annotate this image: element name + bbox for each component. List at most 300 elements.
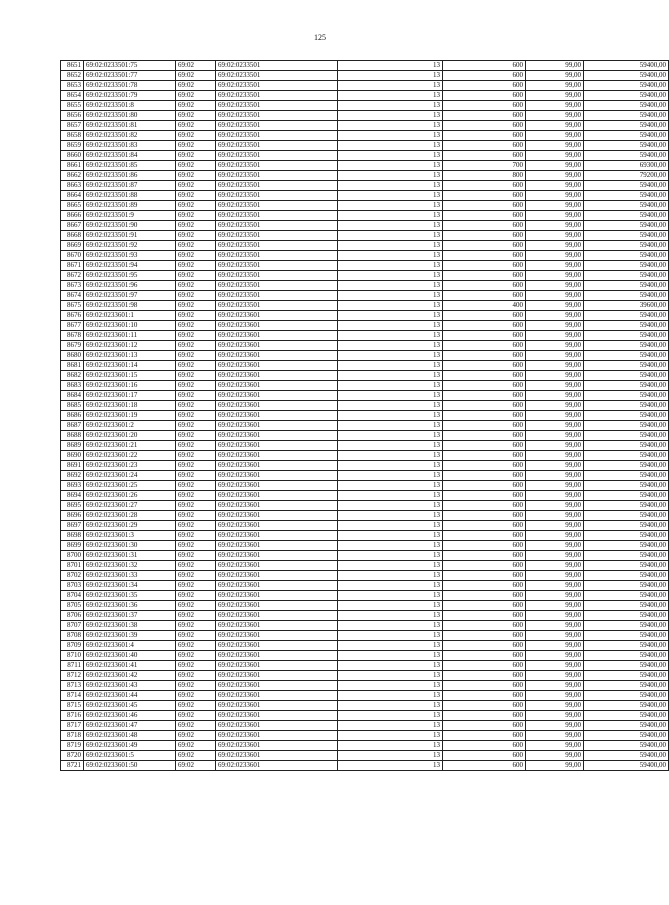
area-cell: 600: [443, 411, 526, 421]
row-number-cell: 8658: [61, 131, 84, 141]
row-number-cell: 8652: [61, 71, 84, 81]
area-cell: 600: [443, 571, 526, 581]
table-row: [61, 721, 669, 731]
table-row: [61, 751, 669, 761]
cadastral-value-cell: 59400,00: [584, 371, 669, 381]
area-cell: 600: [443, 751, 526, 761]
area-cell: 600: [443, 351, 526, 361]
cadastral-value-cell: 59400,00: [584, 411, 669, 421]
row-number-cell: 8674: [61, 291, 84, 301]
cadastral-block-cell: 69:02:0233501: [216, 271, 338, 281]
row-number-cell: 8664: [61, 191, 84, 201]
row-number-cell: 8690: [61, 451, 84, 461]
category-code-cell: 13: [338, 681, 443, 691]
cadastral-number-cell: 69:02:0233601:32: [84, 561, 176, 571]
category-code-cell: 13: [338, 541, 443, 551]
cadastral-value-cell: 59400,00: [584, 591, 669, 601]
unit-price-cell: 99,00: [526, 161, 584, 171]
cadastral-number-cell: 69:02:0233601:35: [84, 591, 176, 601]
cadastral-number-cell: 69:02:0233601:31: [84, 551, 176, 561]
category-code-cell: 13: [338, 561, 443, 571]
row-number-cell: 8715: [61, 701, 84, 711]
cadastral-value-cell: 59400,00: [584, 441, 669, 451]
unit-price-cell: 99,00: [526, 591, 584, 601]
cadastral-value-cell: 59400,00: [584, 631, 669, 641]
cadastral-value-cell: 59400,00: [584, 131, 669, 141]
unit-price-cell: 99,00: [526, 391, 584, 401]
unit-price-cell: 99,00: [526, 61, 584, 71]
district-code-cell: 69:02: [176, 711, 216, 721]
cadastral-value-cell: 59400,00: [584, 481, 669, 491]
table-row: [61, 731, 669, 741]
table-row: [61, 671, 669, 681]
district-code-cell: 69:02: [176, 511, 216, 521]
row-number-cell: 8686: [61, 411, 84, 421]
unit-price-cell: 99,00: [526, 91, 584, 101]
table-row: [61, 571, 669, 581]
cadastral-number-cell: 69:02:0233601:45: [84, 701, 176, 711]
table-row: [61, 481, 669, 491]
table-row: [61, 281, 669, 291]
cadastral-value-cell: 59400,00: [584, 311, 669, 321]
category-code-cell: 13: [338, 361, 443, 371]
cadastral-block-cell: 69:02:0233601: [216, 391, 338, 401]
cadastral-value-cell: 59400,00: [584, 181, 669, 191]
table-row: [61, 191, 669, 201]
unit-price-cell: 99,00: [526, 641, 584, 651]
cadastral-number-cell: 69:02:0233601:12: [84, 341, 176, 351]
district-code-cell: 69:02: [176, 641, 216, 651]
category-code-cell: 13: [338, 121, 443, 131]
cadastral-number-cell: 69:02:0233601:14: [84, 361, 176, 371]
unit-price-cell: 99,00: [526, 141, 584, 151]
cadastral-value-cell: 59400,00: [584, 111, 669, 121]
row-number-cell: 8688: [61, 431, 84, 441]
cadastral-block-cell: 69:02:0233501: [216, 151, 338, 161]
cadastral-block-cell: 69:02:0233601: [216, 321, 338, 331]
cadastral-number-cell: 69:02:0233501:88: [84, 191, 176, 201]
cadastral-value-cell: 59400,00: [584, 71, 669, 81]
row-number-cell: 8709: [61, 641, 84, 651]
row-number-cell: 8697: [61, 521, 84, 531]
cadastral-number-cell: 69:02:0233601:5: [84, 751, 176, 761]
cadastral-value-cell: 59400,00: [584, 291, 669, 301]
table-row: [61, 391, 669, 401]
cadastral-value-cell: 59400,00: [584, 231, 669, 241]
cadastral-value-cell: 59400,00: [584, 711, 669, 721]
area-cell: 600: [443, 591, 526, 601]
table-row: [61, 711, 669, 721]
row-number-cell: 8684: [61, 391, 84, 401]
area-cell: 600: [443, 111, 526, 121]
category-code-cell: 13: [338, 651, 443, 661]
cadastral-value-cell: 59400,00: [584, 61, 669, 71]
cadastral-number-cell: 69:02:0233601:10: [84, 321, 176, 331]
cadastral-number-cell: 69:02:0233501:87: [84, 181, 176, 191]
row-number-cell: 8711: [61, 661, 84, 671]
table-row: [61, 341, 669, 351]
cadastral-value-cell: 59400,00: [584, 651, 669, 661]
table-row: [61, 591, 669, 601]
cadastral-value-cell: 59400,00: [584, 581, 669, 591]
unit-price-cell: 99,00: [526, 291, 584, 301]
unit-price-cell: 99,00: [526, 741, 584, 751]
table-row: [61, 371, 669, 381]
cadastral-block-cell: 69:02:0233501: [216, 261, 338, 271]
cadastral-value-cell: 59400,00: [584, 401, 669, 411]
cadastral-number-cell: 69:02:0233601:13: [84, 351, 176, 361]
district-code-cell: 69:02: [176, 401, 216, 411]
cadastral-value-cell: 59400,00: [584, 741, 669, 751]
category-code-cell: 13: [338, 711, 443, 721]
district-code-cell: 69:02: [176, 561, 216, 571]
cadastral-number-cell: 69:02:0233601:29: [84, 521, 176, 531]
cadastral-number-cell: 69:02:0233601:24: [84, 471, 176, 481]
cadastral-value-cell: 59400,00: [584, 321, 669, 331]
cadastral-value-cell: 59400,00: [584, 501, 669, 511]
category-code-cell: 13: [338, 581, 443, 591]
category-code-cell: 13: [338, 671, 443, 681]
area-cell: 600: [443, 721, 526, 731]
category-code-cell: 13: [338, 161, 443, 171]
area-cell: 600: [443, 371, 526, 381]
row-number-cell: 8678: [61, 331, 84, 341]
row-number-cell: 8666: [61, 211, 84, 221]
cadastral-block-cell: 69:02:0233601: [216, 311, 338, 321]
area-cell: 600: [443, 331, 526, 341]
cadastral-block-cell: 69:02:0233601: [216, 411, 338, 421]
area-cell: 600: [443, 681, 526, 691]
cadastral-number-cell: 69:02:0233601:48: [84, 731, 176, 741]
cadastral-number-cell: 69:02:0233501:9: [84, 211, 176, 221]
table-row: [61, 121, 669, 131]
unit-price-cell: 99,00: [526, 411, 584, 421]
category-code-cell: 13: [338, 341, 443, 351]
row-number-cell: 8660: [61, 151, 84, 161]
row-number-cell: 8676: [61, 311, 84, 321]
cadastral-value-cell: 69300,00: [584, 161, 669, 171]
table-row: [61, 271, 669, 281]
cadastral-number-cell: 69:02:0233601:3: [84, 531, 176, 541]
cadastral-value-cell: 59400,00: [584, 271, 669, 281]
unit-price-cell: 99,00: [526, 371, 584, 381]
district-code-cell: 69:02: [176, 221, 216, 231]
table-row: [61, 331, 669, 341]
unit-price-cell: 99,00: [526, 571, 584, 581]
cadastral-value-cell: 59400,00: [584, 701, 669, 711]
cadastral-number-cell: 69:02:0233601:16: [84, 381, 176, 391]
area-cell: 600: [443, 731, 526, 741]
category-code-cell: 13: [338, 111, 443, 121]
unit-price-cell: 99,00: [526, 491, 584, 501]
cadastral-block-cell: 69:02:0233601: [216, 481, 338, 491]
cadastral-block-cell: 69:02:0233601: [216, 471, 338, 481]
category-code-cell: 13: [338, 521, 443, 531]
area-cell: 600: [443, 691, 526, 701]
cadastral-value-cell: 59400,00: [584, 541, 669, 551]
table-row: [61, 311, 669, 321]
cadastral-block-cell: 69:02:0233601: [216, 601, 338, 611]
cadastral-number-cell: 69:02:0233501:83: [84, 141, 176, 151]
cadastral-number-cell: 69:02:0233601:4: [84, 641, 176, 651]
cadastral-number-cell: 69:02:0233601:43: [84, 681, 176, 691]
cadastral-number-cell: 69:02:0233601:19: [84, 411, 176, 421]
category-code-cell: 13: [338, 151, 443, 161]
table-row: [61, 701, 669, 711]
category-code-cell: 13: [338, 531, 443, 541]
district-code-cell: 69:02: [176, 181, 216, 191]
category-code-cell: 13: [338, 571, 443, 581]
table-row: [61, 621, 669, 631]
area-cell: 600: [443, 281, 526, 291]
cadastral-block-cell: 69:02:0233601: [216, 461, 338, 471]
cadastral-value-cell: 59400,00: [584, 731, 669, 741]
table-row: [61, 541, 669, 551]
cadastral-number-cell: 69:02:0233601:20: [84, 431, 176, 441]
district-code-cell: 69:02: [176, 71, 216, 81]
category-code-cell: 13: [338, 551, 443, 561]
cadastral-number-cell: 69:02:0233601:42: [84, 671, 176, 681]
district-code-cell: 69:02: [176, 571, 216, 581]
cadastral-number-cell: 69:02:0233501:90: [84, 221, 176, 231]
unit-price-cell: 99,00: [526, 511, 584, 521]
cadastral-value-cell: 59400,00: [584, 251, 669, 261]
cadastral-block-cell: 69:02:0233601: [216, 691, 338, 701]
district-code-cell: 69:02: [176, 151, 216, 161]
area-cell: 600: [443, 491, 526, 501]
cadastral-number-cell: 69:02:0233601:50: [84, 761, 176, 771]
area-cell: 600: [443, 211, 526, 221]
row-number-cell: 8710: [61, 651, 84, 661]
district-code-cell: 69:02: [176, 411, 216, 421]
table-row: [61, 491, 669, 501]
category-code-cell: 13: [338, 621, 443, 631]
area-cell: 600: [443, 451, 526, 461]
cadastral-value-cell: 59400,00: [584, 191, 669, 201]
unit-price-cell: 99,00: [526, 171, 584, 181]
area-cell: 600: [443, 181, 526, 191]
row-number-cell: 8677: [61, 321, 84, 331]
area-cell: 600: [443, 131, 526, 141]
cadastral-block-cell: 69:02:0233601: [216, 421, 338, 431]
category-code-cell: 13: [338, 661, 443, 671]
cadastral-number-cell: 69:02:0233601:25: [84, 481, 176, 491]
row-number-cell: 8705: [61, 601, 84, 611]
row-number-cell: 8706: [61, 611, 84, 621]
cadastral-number-cell: 69:02:0233601:38: [84, 621, 176, 631]
cadastral-number-cell: 69:02:0233601:27: [84, 501, 176, 511]
cadastral-block-cell: 69:02:0233601: [216, 761, 338, 771]
district-code-cell: 69:02: [176, 421, 216, 431]
category-code-cell: 13: [338, 501, 443, 511]
unit-price-cell: 99,00: [526, 481, 584, 491]
district-code-cell: 69:02: [176, 231, 216, 241]
area-cell: 600: [443, 501, 526, 511]
table-row: [61, 261, 669, 271]
table-row: [61, 401, 669, 411]
district-code-cell: 69:02: [176, 501, 216, 511]
cadastral-block-cell: 69:02:0233601: [216, 631, 338, 641]
category-code-cell: 13: [338, 311, 443, 321]
unit-price-cell: 99,00: [526, 191, 584, 201]
cadastral-number-cell: 69:02:0233501:97: [84, 291, 176, 301]
table-row: [61, 231, 669, 241]
cadastral-value-cell: 59400,00: [584, 91, 669, 101]
unit-price-cell: 99,00: [526, 401, 584, 411]
cadastral-block-cell: 69:02:0233601: [216, 561, 338, 571]
cadastral-value-cell: 59400,00: [584, 421, 669, 431]
category-code-cell: 13: [338, 281, 443, 291]
district-code-cell: 69:02: [176, 551, 216, 561]
cadastral-number-cell: 69:02:0233601:47: [84, 721, 176, 731]
row-number-cell: 8653: [61, 81, 84, 91]
row-number-cell: 8657: [61, 121, 84, 131]
cadastral-number-cell: 69:02:0233601:33: [84, 571, 176, 581]
row-number-cell: 8703: [61, 581, 84, 591]
unit-price-cell: 99,00: [526, 461, 584, 471]
unit-price-cell: 99,00: [526, 681, 584, 691]
area-cell: 600: [443, 141, 526, 151]
unit-price-cell: 99,00: [526, 471, 584, 481]
cadastral-block-cell: 69:02:0233501: [216, 101, 338, 111]
category-code-cell: 13: [338, 471, 443, 481]
unit-price-cell: 99,00: [526, 271, 584, 281]
row-number-cell: 8673: [61, 281, 84, 291]
category-code-cell: 13: [338, 431, 443, 441]
cadastral-value-cell: 59400,00: [584, 391, 669, 401]
row-number-cell: 8699: [61, 541, 84, 551]
cadastral-value-cell: 59400,00: [584, 241, 669, 251]
area-cell: 600: [443, 231, 526, 241]
category-code-cell: 13: [338, 101, 443, 111]
cadastral-number-cell: 69:02:0233601:1: [84, 311, 176, 321]
cadastral-number-cell: 69:02:0233601:23: [84, 461, 176, 471]
district-code-cell: 69:02: [176, 531, 216, 541]
cadastral-value-cell: 59400,00: [584, 331, 669, 341]
cadastral-value-cell: 59400,00: [584, 551, 669, 561]
cadastral-block-cell: 69:02:0233501: [216, 71, 338, 81]
district-code-cell: 69:02: [176, 581, 216, 591]
cadastral-block-cell: 69:02:0233601: [216, 681, 338, 691]
area-cell: 600: [443, 391, 526, 401]
cadastral-block-cell: 69:02:0233601: [216, 401, 338, 411]
table-row: [61, 441, 669, 451]
row-number-cell: 8718: [61, 731, 84, 741]
cadastral-block-cell: 69:02:0233601: [216, 671, 338, 681]
cadastral-number-cell: 69:02:0233501:86: [84, 171, 176, 181]
cadastral-block-cell: 69:02:0233601: [216, 741, 338, 751]
area-cell: 600: [443, 701, 526, 711]
cadastral-value-cell: 59400,00: [584, 451, 669, 461]
category-code-cell: 13: [338, 371, 443, 381]
category-code-cell: 13: [338, 601, 443, 611]
cadastral-number-cell: 69:02:0233601:37: [84, 611, 176, 621]
district-code-cell: 69:02: [176, 241, 216, 251]
category-code-cell: 13: [338, 271, 443, 281]
district-code-cell: 69:02: [176, 381, 216, 391]
cadastral-value-cell: 59400,00: [584, 121, 669, 131]
unit-price-cell: 99,00: [526, 251, 584, 261]
category-code-cell: 13: [338, 591, 443, 601]
district-code-cell: 69:02: [176, 761, 216, 771]
row-number-cell: 8721: [61, 761, 84, 771]
unit-price-cell: 99,00: [526, 531, 584, 541]
cadastral-block-cell: 69:02:0233501: [216, 201, 338, 211]
cadastral-block-cell: 69:02:0233501: [216, 181, 338, 191]
area-cell: 600: [443, 471, 526, 481]
category-code-cell: 13: [338, 611, 443, 621]
cadastral-block-cell: 69:02:0233501: [216, 81, 338, 91]
area-cell: 600: [443, 621, 526, 631]
area-cell: 600: [443, 581, 526, 591]
area-cell: 600: [443, 651, 526, 661]
cadastral-block-cell: 69:02:0233501: [216, 241, 338, 251]
unit-price-cell: 99,00: [526, 281, 584, 291]
category-code-cell: 13: [338, 741, 443, 751]
unit-price-cell: 99,00: [526, 451, 584, 461]
unit-price-cell: 99,00: [526, 381, 584, 391]
district-code-cell: 69:02: [176, 521, 216, 531]
cadastral-block-cell: 69:02:0233501: [216, 131, 338, 141]
cadastral-number-cell: 69:02:0233601:15: [84, 371, 176, 381]
cadastral-block-cell: 69:02:0233601: [216, 351, 338, 361]
category-code-cell: 13: [338, 301, 443, 311]
unit-price-cell: 99,00: [526, 181, 584, 191]
cadastral-block-cell: 69:02:0233601: [216, 641, 338, 651]
row-number-cell: 8687: [61, 421, 84, 431]
cadastral-number-cell: 69:02:0233601:36: [84, 601, 176, 611]
table-row: [61, 161, 669, 171]
district-code-cell: 69:02: [176, 131, 216, 141]
cadastral-block-cell: 69:02:0233601: [216, 331, 338, 341]
unit-price-cell: 99,00: [526, 221, 584, 231]
district-code-cell: 69:02: [176, 111, 216, 121]
area-cell: 600: [443, 551, 526, 561]
cadastral-value-cell: 59400,00: [584, 151, 669, 161]
category-code-cell: 13: [338, 251, 443, 261]
cadastral-block-cell: 69:02:0233601: [216, 661, 338, 671]
category-code-cell: 13: [338, 761, 443, 771]
cadastral-block-cell: 69:02:0233501: [216, 121, 338, 131]
table-row: [61, 631, 669, 641]
table-row: [61, 461, 669, 471]
unit-price-cell: 99,00: [526, 671, 584, 681]
cadastral-number-cell: 69:02:0233501:93: [84, 251, 176, 261]
area-cell: 600: [443, 121, 526, 131]
cadastral-number-cell: 69:02:0233601:49: [84, 741, 176, 751]
cadastral-value-cell: 59400,00: [584, 691, 669, 701]
cadastral-block-cell: 69:02:0233501: [216, 61, 338, 71]
table-row: [61, 531, 669, 541]
cadastral-block-cell: 69:02:0233601: [216, 651, 338, 661]
district-code-cell: 69:02: [176, 271, 216, 281]
area-cell: 600: [443, 61, 526, 71]
area-cell: 600: [443, 461, 526, 471]
cadastral-block-cell: 69:02:0233501: [216, 161, 338, 171]
category-code-cell: 13: [338, 231, 443, 241]
district-code-cell: 69:02: [176, 61, 216, 71]
row-number-cell: 8656: [61, 111, 84, 121]
row-number-cell: 8720: [61, 751, 84, 761]
area-cell: 600: [443, 361, 526, 371]
row-number-cell: 8685: [61, 401, 84, 411]
cadastral-value-cell: 59400,00: [584, 261, 669, 271]
cadastral-number-cell: 69:02:0233601:41: [84, 661, 176, 671]
page-number: 125: [314, 33, 326, 42]
category-code-cell: 13: [338, 351, 443, 361]
row-number-cell: 8659: [61, 141, 84, 151]
table-row: [61, 411, 669, 421]
